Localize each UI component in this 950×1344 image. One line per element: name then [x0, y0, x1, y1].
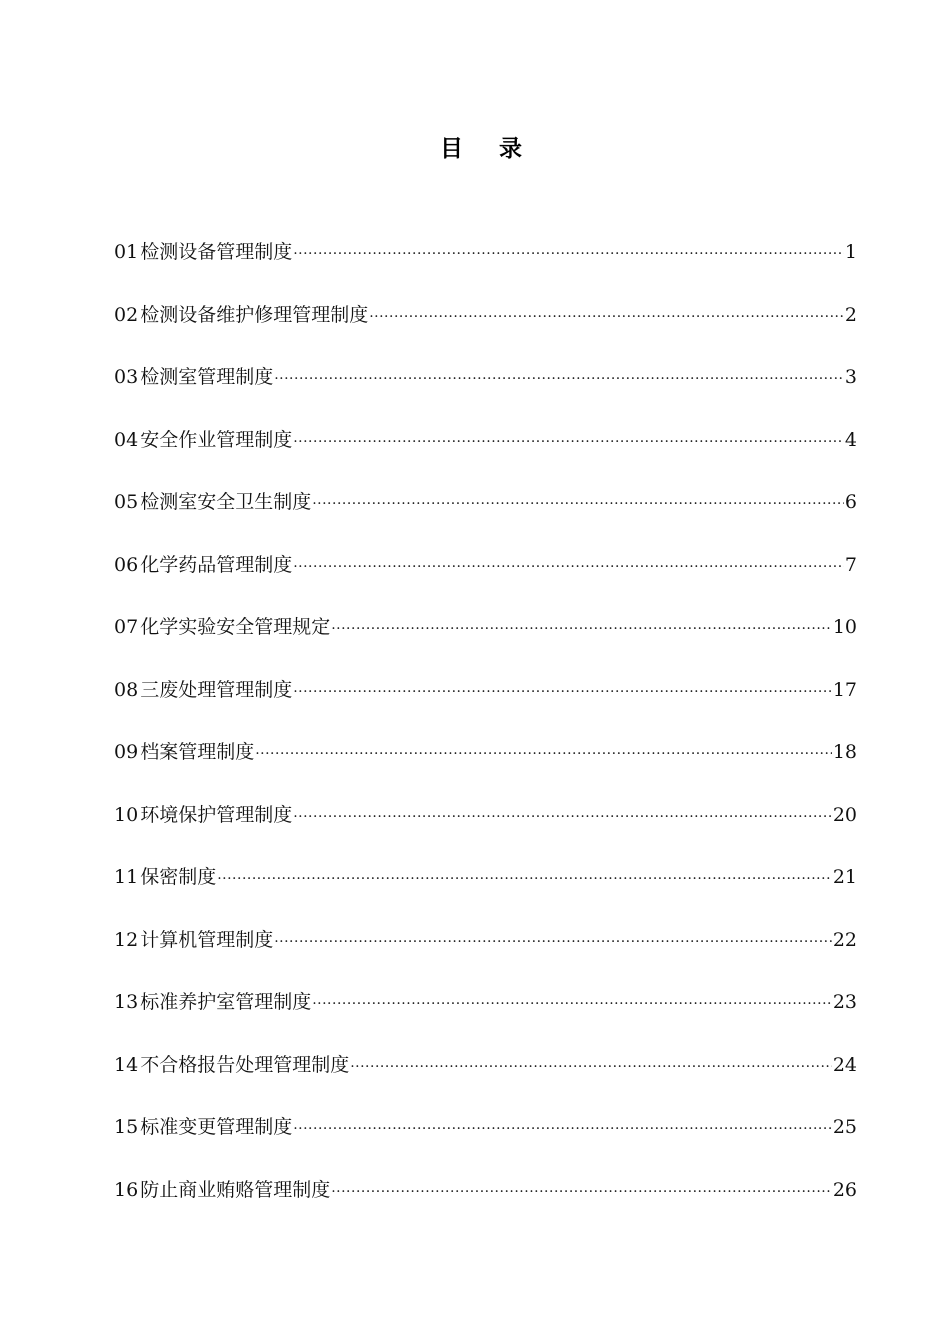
toc-entry[interactable]: [114, 609, 857, 672]
toc-entry-page-number: 22: [832, 928, 857, 951]
dot-leader: [293, 549, 844, 585]
toc-entry-title: 保密制度: [140, 866, 217, 888]
toc-entry[interactable]: [114, 1172, 857, 1235]
dot-leader: [274, 361, 844, 397]
toc-entry-number: 16: [114, 1178, 139, 1201]
toc-entry-number: 06: [114, 553, 139, 576]
toc-entry[interactable]: [114, 672, 857, 735]
toc-entry-page-number: 23: [832, 991, 857, 1013]
toc-entry-title: 计算机管理制度: [140, 928, 274, 951]
toc-entry-page-number: 25: [832, 1116, 857, 1138]
toc-entry-title: 防止商业贿赂管理制度: [140, 1178, 331, 1201]
dot-leader: [274, 924, 832, 960]
toc-entry[interactable]: [114, 297, 857, 360]
toc-entry-title: 档案管理制度: [140, 741, 255, 763]
toc-entry-page-number: 17: [832, 678, 857, 701]
toc-entry-number: 12: [114, 928, 139, 951]
toc-entry-title: 安全作业管理制度: [140, 428, 293, 451]
toc-entry-page-number: 4: [844, 428, 857, 451]
toc-entry[interactable]: [114, 922, 857, 985]
dot-leader: [312, 986, 832, 1022]
toc-entry-page-number: 20: [832, 803, 857, 826]
toc-entry-page-number: 6: [844, 491, 857, 513]
toc-entry[interactable]: [114, 234, 857, 297]
toc-entry-title: 三废处理管理制度: [140, 678, 293, 701]
dot-leader: [369, 299, 844, 335]
toc-entry-page-number: 1: [844, 241, 857, 263]
table-of-contents: [114, 234, 857, 1234]
toc-entry-title: 检测设备管理制度: [140, 241, 293, 263]
toc-entry-number: 03: [114, 366, 139, 388]
dot-leader: [350, 1049, 832, 1085]
toc-entry-number: 08: [114, 678, 139, 701]
page-title: 目 录: [439, 136, 536, 162]
toc-entry-page-number: 7: [844, 553, 857, 576]
toc-entry[interactable]: [114, 984, 857, 1047]
dot-leader: [217, 861, 832, 897]
toc-entry-number: 05: [114, 491, 139, 513]
dot-leader: [293, 424, 844, 460]
toc-entry-page-number: 26: [832, 1178, 857, 1201]
toc-entry-title: 环境保护管理制度: [140, 803, 293, 826]
toc-entry-page-number: 3: [844, 366, 857, 388]
toc-entry-number: 09: [114, 741, 139, 763]
toc-entry[interactable]: [114, 1109, 857, 1172]
toc-entry[interactable]: [114, 734, 857, 797]
dot-leader: [293, 674, 832, 710]
toc-entry[interactable]: [114, 1047, 857, 1110]
toc-entry-number: 11: [114, 866, 139, 888]
toc-entry-title: 化学实验安全管理规定: [140, 616, 331, 638]
toc-entry[interactable]: [114, 422, 857, 485]
toc-entry-number: 02: [114, 303, 139, 326]
toc-entry-number: 13: [114, 991, 139, 1013]
dot-leader: [255, 736, 832, 772]
toc-entry-page-number: 24: [832, 1053, 857, 1076]
toc-entry[interactable]: [114, 547, 857, 610]
dot-leader: [331, 1174, 832, 1210]
toc-entry-title: 化学药品管理制度: [140, 553, 293, 576]
toc-entry-number: 10: [114, 803, 139, 826]
toc-entry-number: 01: [114, 241, 139, 263]
dot-leader: [293, 236, 844, 272]
toc-entry[interactable]: [114, 484, 857, 547]
toc-entry-title: 不合格报告处理管理制度: [140, 1053, 350, 1076]
toc-entry-page-number: 18: [832, 741, 857, 763]
dot-leader: [293, 1111, 832, 1147]
dot-leader: [312, 486, 844, 522]
dot-leader: [293, 799, 832, 835]
toc-entry-number: 04: [114, 428, 139, 451]
toc-entry[interactable]: [114, 859, 857, 922]
toc-entry[interactable]: [114, 359, 857, 422]
toc-entry-title: 标准养护室管理制度: [140, 991, 312, 1013]
toc-entry-page-number: 2: [844, 303, 857, 326]
toc-entry-page-number: 21: [832, 866, 857, 888]
toc-entry-title: 检测室管理制度: [140, 366, 274, 388]
toc-entry-number: 14: [114, 1053, 139, 1076]
dot-leader: [331, 611, 832, 647]
toc-entry-title: 标准变更管理制度: [140, 1116, 293, 1138]
toc-entry-number: 07: [114, 616, 139, 638]
toc-entry-title: 检测室安全卫生制度: [140, 491, 312, 513]
toc-entry-page-number: 10: [832, 616, 857, 638]
toc-entry[interactable]: [114, 797, 857, 860]
toc-entry-title: 检测设备维护修理管理制度: [140, 303, 369, 326]
toc-entry-number: 15: [114, 1116, 139, 1138]
